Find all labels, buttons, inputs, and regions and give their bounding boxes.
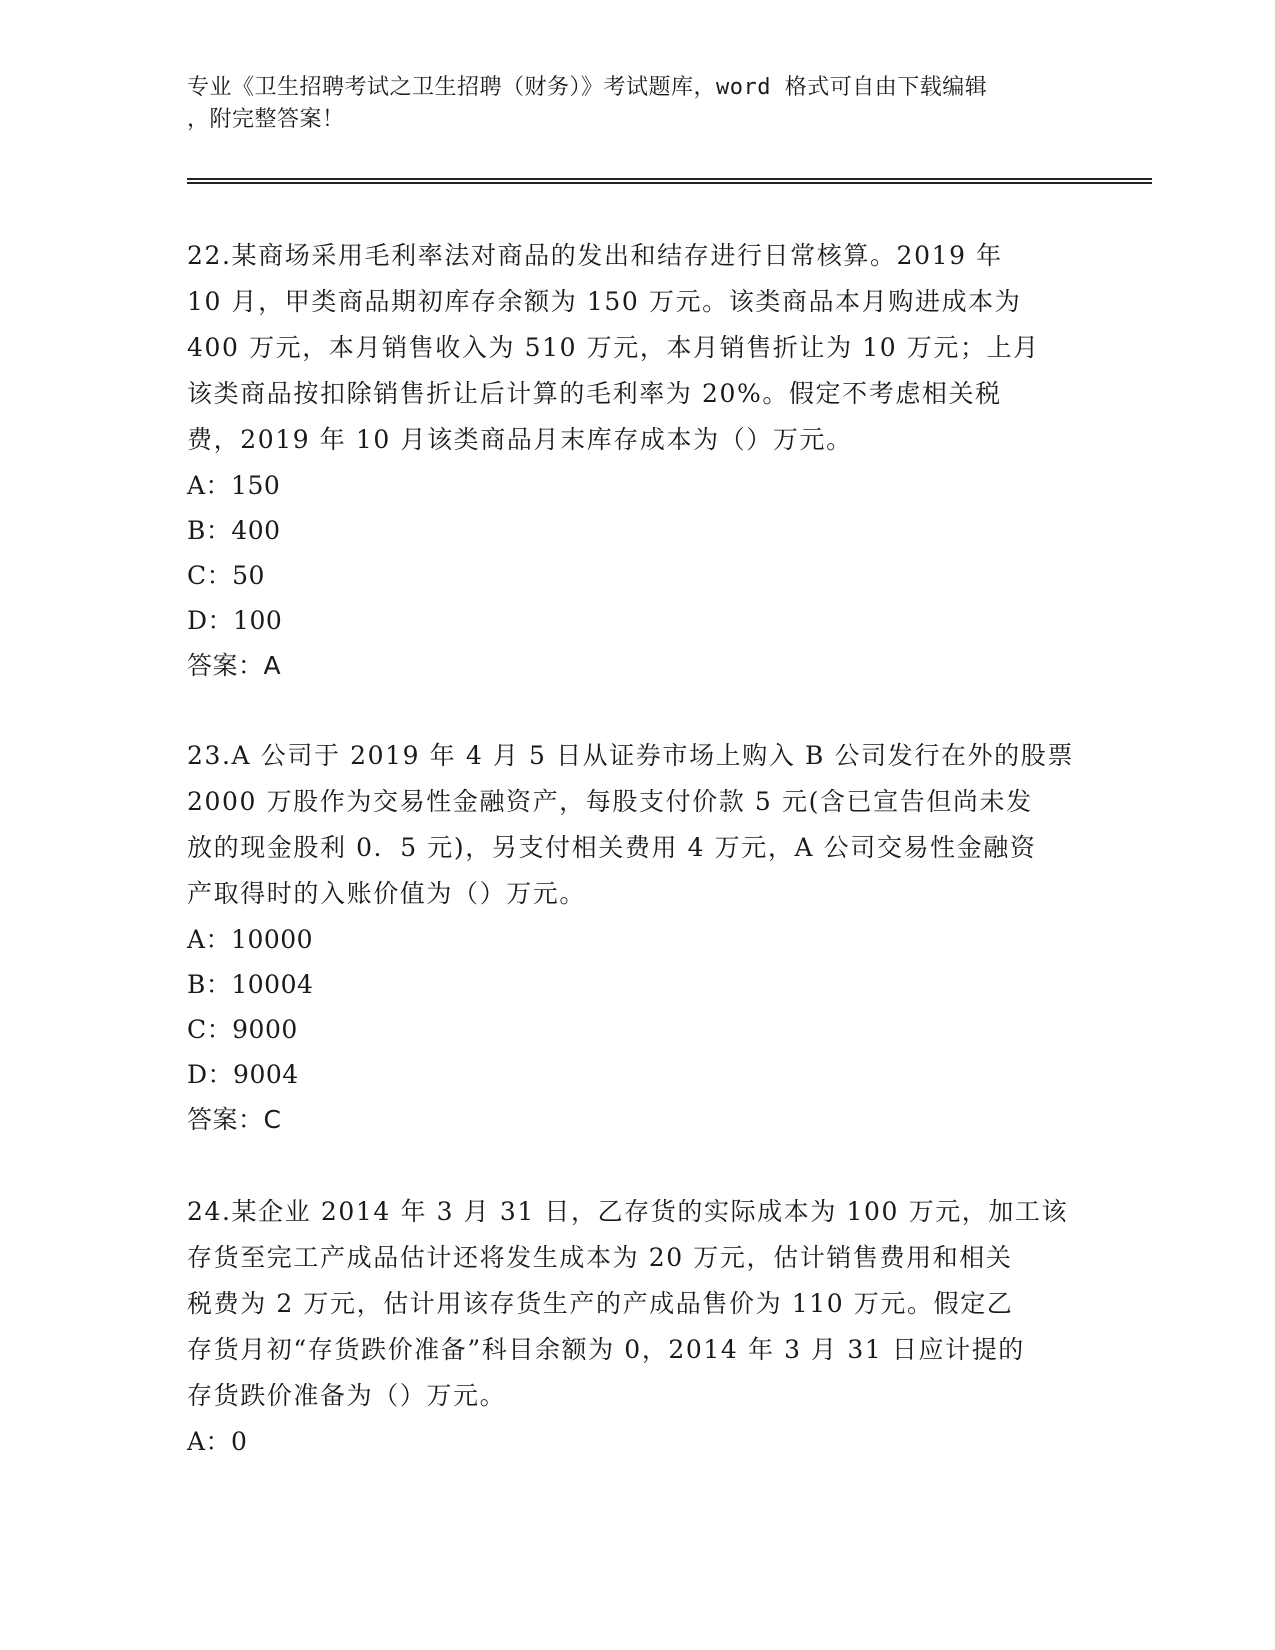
question-text-line: 22.某商场采用毛利率法对商品的发出和结存进行日常核算。2019 年 — [187, 241, 1003, 270]
question-23 — [187, 733, 1087, 1143]
option-a: A：0 — [187, 1427, 248, 1456]
question-22 — [187, 233, 1087, 689]
question-text-line: 放的现金股利 0．5 元)，另支付相关费用 4 万元，A 公司交易性金融资 — [187, 833, 1037, 862]
question-text-line: 税费为 2 万元，估计用该存货生产的产成品售价为 110 万元。假定乙 — [187, 1289, 1014, 1318]
question-text-line: 存货跌价准备为（）万元。 — [187, 1381, 507, 1410]
option-d: D：100 — [187, 606, 283, 635]
question-text-line: 存货月初“存货跌价准备”科目余额为 0，2014 年 3 月 31 日应计提的 — [187, 1335, 1025, 1364]
question-text-line: 10 月，甲类商品期初库存余额为 150 万元。该类商品本月购进成本为 — [187, 287, 1022, 316]
header-rule-bottom — [187, 182, 1152, 184]
question-24 — [187, 1189, 1087, 1464]
header-rule-top — [187, 178, 1152, 180]
question-text-line: 产取得时的入账价值为（）万元。 — [187, 879, 587, 908]
question-text-line: 24.某企业 2014 年 3 月 31 日，乙存货的实际成本为 100 万元，加工该 — [187, 1197, 1069, 1226]
answer-line: 答案：A — [187, 651, 282, 680]
document-header — [187, 72, 1087, 136]
question-text-line: 该类商品按扣除销售折让后计算的毛利率为 20%。假定不考虑相关税 — [187, 379, 1002, 408]
option-d: D：9004 — [187, 1060, 299, 1089]
question-text-line: 400 万元，本月销售收入为 510 万元，本月销售折让为 10 万元；上月 — [187, 333, 1040, 362]
answer-line: 答案：C — [187, 1105, 282, 1134]
question-text-line: 存货至完工产成品估计还将发生成本为 20 万元，估计销售费用和相关 — [187, 1243, 1013, 1272]
option-c: C：50 — [187, 561, 265, 590]
header-line: 专业《卫生招聘考试之卫生招聘（财务）》考试题库，word 格式可自由下载编辑 — [187, 75, 988, 100]
question-text-line: 23.A 公司于 2019 年 4 月 5 日从证券市场上购入 B 公司发行在外的股票 — [187, 741, 1074, 770]
option-c: C：9000 — [187, 1015, 298, 1044]
option-b: B：10004 — [187, 970, 314, 999]
question-text-line: 费，2019 年 10 月该类商品月末库存成本为（）万元。 — [187, 425, 853, 454]
option-a: A：150 — [187, 471, 281, 500]
header-line: ，附完整答案！ — [187, 107, 345, 132]
option-b: B：400 — [187, 516, 281, 545]
option-a: A：10000 — [187, 925, 314, 954]
question-text-line: 2000 万股作为交易性金融资产，每股支付价款 5 元(含已宣告但尚未发 — [187, 787, 1033, 816]
